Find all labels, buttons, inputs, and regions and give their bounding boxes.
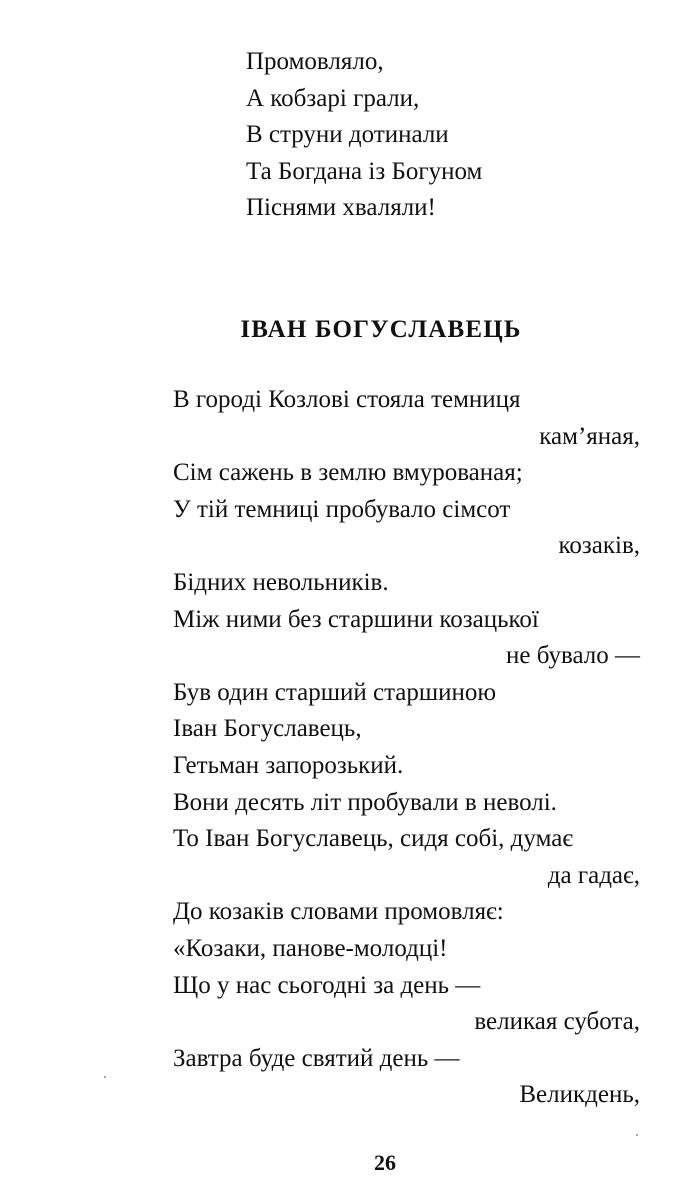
poem-line: Був один старший старшиною <box>173 678 497 706</box>
poem-line: У тій темниці пробувало сімсот <box>173 495 511 523</box>
poem-line-continuation: Великдень, <box>519 1081 640 1109</box>
poem-line-continuation: не бувало — <box>505 642 640 670</box>
poem-line: Бідних невольників. <box>173 568 389 596</box>
poem-line: Сім сажень в землю вмурованая; <box>173 459 523 487</box>
page-number: 26 <box>374 1150 396 1175</box>
stanza-line: Та Богдана із Богуном <box>246 157 483 185</box>
poem-line: «Козаки, панове-молодці! <box>173 934 448 962</box>
poem-line: В городі Козлові стояла темниця <box>173 386 521 413</box>
poem-line: Що у нас сьогодні за день — <box>173 971 481 999</box>
poem-line: Між ними без старшини козацької <box>173 605 539 633</box>
paper-speck <box>104 1076 106 1078</box>
poem-line: То Іван Богуславець, сидя собі, думає <box>173 825 574 853</box>
stanza-line: В струни дотинали <box>246 121 449 148</box>
stanza-line: А кобзарі грали, <box>246 84 420 112</box>
poem-line: Гетьман запорозький. <box>173 751 404 779</box>
paper-speck <box>636 1134 638 1136</box>
poem-line-continuation: великая субота, <box>474 1008 640 1036</box>
poem-line: Завтра буде святий день — <box>173 1044 460 1072</box>
stanza-line: Піснями хваляли! <box>246 194 436 221</box>
poem-line: Іван Богуславець, <box>173 715 362 743</box>
top-stanza <box>246 44 482 227</box>
poem-line: До козаків словами промовляє: <box>173 898 504 926</box>
stanza-line: Промовляло, <box>246 48 384 75</box>
poem-body <box>173 382 640 1114</box>
poem-line-continuation: козаків, <box>558 532 640 560</box>
poem-title: ІВАН БОГУСЛАВЕЦЬ <box>240 316 522 343</box>
poem-line-continuation: да гадає, <box>547 861 640 889</box>
poem-line: Вони десять літ пробували в неволі. <box>173 788 557 816</box>
poem-line-continuation: кам’яная, <box>539 422 640 450</box>
